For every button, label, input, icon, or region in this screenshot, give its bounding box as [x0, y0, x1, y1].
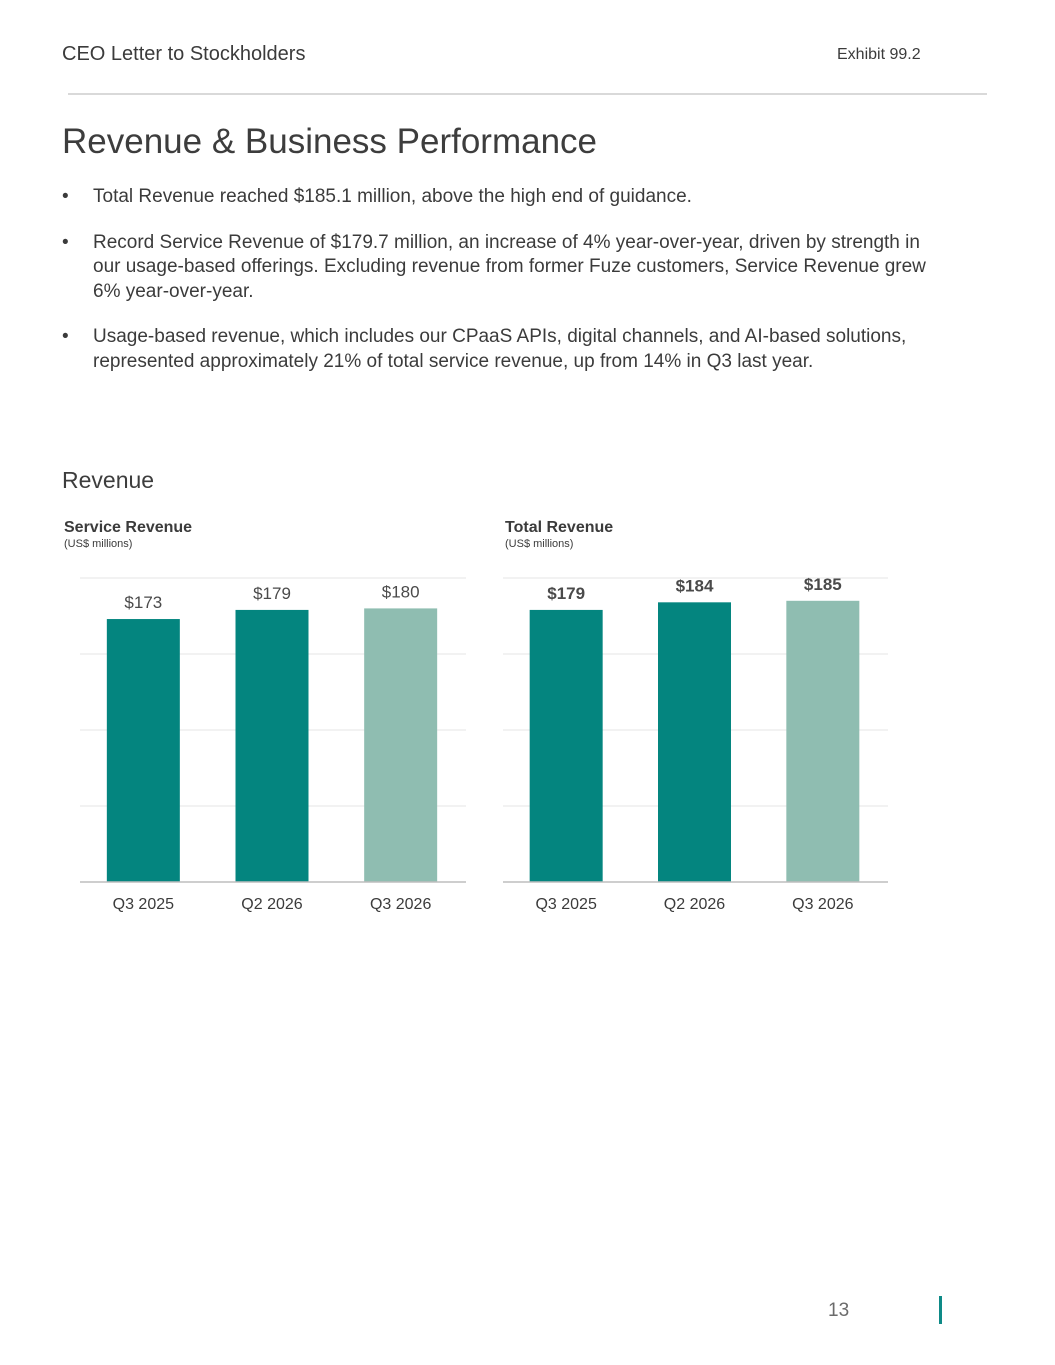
bullet-item	[62, 185, 932, 210]
section-title-revenue: Revenue	[62, 467, 155, 493]
data-label: $179	[547, 583, 586, 603]
bullet-icon: •	[62, 326, 69, 347]
page-number: 13	[828, 1300, 850, 1321]
total-revenue-chart-header	[505, 519, 613, 550]
bar	[236, 610, 309, 882]
bar	[530, 610, 603, 882]
bullet-item	[62, 325, 932, 374]
bullet-text: Usage-based revenue, which includes our CPaaS APIs, digital channels, and AI-based solutions, represented approximately 21% of total service revenue, up from 14% in Q3 last year.	[93, 326, 907, 372]
bullet-text: Total Revenue reached $185.1 million, above the high end of guidance.	[93, 186, 692, 207]
bar	[107, 619, 180, 882]
data-label: $185	[803, 574, 842, 594]
data-label: $179	[253, 583, 291, 603]
chart-title: Total Revenue	[505, 519, 614, 536]
x-tick-label: Q3 2025	[535, 896, 597, 913]
chart-title: Service Revenue	[64, 519, 193, 536]
bullet-text: Record Service Revenue of $179.7 million, an increase of 4% year-over-year, driven by strength in our usage-based offerings. Excluding revenue from former Fuze customers, Service Revenue grew 6% year-over-year.	[93, 231, 926, 302]
x-tick-label: Q2 2026	[663, 896, 726, 913]
chart-subtitle: (US$ millions)	[64, 538, 133, 550]
header-divider	[68, 93, 987, 95]
bullet-list	[62, 185, 932, 395]
bar	[658, 602, 731, 882]
data-label: $180	[381, 582, 420, 602]
service-revenue-chart-header	[64, 519, 192, 550]
bullet-icon: •	[62, 186, 69, 207]
total-revenue-chart	[503, 570, 888, 920]
data-label: $184	[675, 576, 714, 596]
page-accent-bar	[939, 1296, 942, 1324]
bar	[364, 608, 437, 882]
bullet-item	[62, 231, 932, 305]
bullet-icon: •	[62, 231, 69, 253]
page-title: Revenue & Business Performance	[62, 122, 597, 161]
document-header-title: CEO Letter to Stockholders	[62, 43, 306, 65]
chart-subtitle: (US$ millions)	[505, 538, 574, 550]
x-tick-label: Q3 2026	[369, 896, 432, 913]
x-tick-label: Q3 2026	[792, 896, 854, 913]
service-revenue-chart	[80, 570, 466, 920]
exhibit-label: Exhibit 99.2	[837, 46, 921, 63]
bar	[786, 601, 859, 882]
x-tick-label: Q2 2026	[241, 896, 303, 913]
data-label: $173	[124, 593, 163, 613]
x-tick-label: Q3 2025	[112, 896, 175, 913]
